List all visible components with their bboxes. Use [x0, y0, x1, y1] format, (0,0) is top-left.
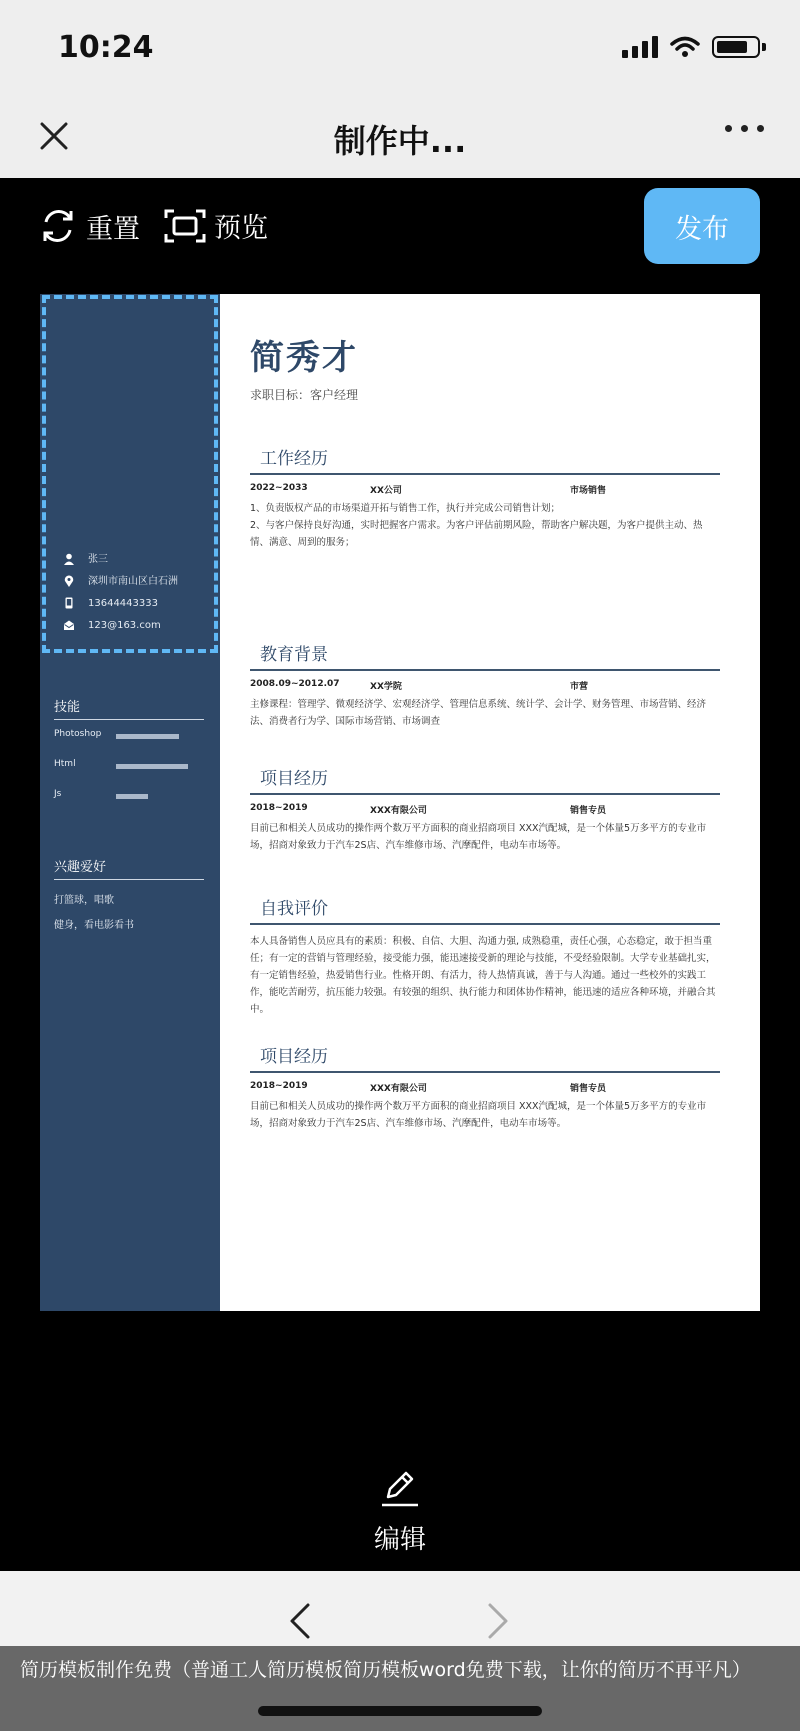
project-heading: 项目经历	[250, 764, 720, 795]
resume-main	[220, 294, 760, 1311]
contact-email	[64, 618, 214, 633]
self-eval-text: 本人具备销售人员应具有的素质：积极、自信、大胆、沟通力强, 成熟稳重，责任心强，心态稳定，敢于担当重任；有一定的营销与管理经验，接受能力强，能迅速接受新的理论与技能，不受经验限制。大学专业基础扎实，有一定销售经验，热爱销售行业。性格开朗、有活力，待人热情真诚，善于与人沟通。通过一些校外的实践工作，能吃苦耐劳，抗压能力较强。有较强的组织、执行能力和团体协作精神，能迅速的适应各种环境，并融合其中。	[250, 936, 716, 1015]
refresh-icon	[38, 206, 78, 246]
preview-label: 预览	[214, 213, 268, 244]
mail-icon	[64, 619, 74, 631]
contact-email-text: 123@163.com	[88, 620, 161, 631]
skill-item	[54, 729, 204, 743]
project-org: XXX有限公司	[370, 1084, 427, 1094]
self-eval-section[interactable]	[250, 894, 720, 1018]
reset-button[interactable]	[38, 206, 140, 246]
skill-level-bar	[116, 794, 148, 799]
contact-address	[64, 574, 214, 589]
work-org: XX公司	[370, 486, 402, 496]
contact-name-text: 张三	[88, 554, 108, 565]
top-bar	[0, 0, 800, 178]
education-row	[250, 679, 720, 692]
publish-button[interactable]: 发布	[644, 188, 760, 264]
skill-item	[54, 789, 204, 803]
pencil-icon	[378, 1465, 422, 1509]
resume-canvas	[40, 294, 760, 1311]
education-section[interactable]	[250, 640, 720, 730]
reset-label: 重置	[86, 213, 140, 245]
project-date: 2018~2019	[250, 1081, 308, 1091]
wifi-icon	[670, 36, 700, 58]
contact-address-text: 深圳市南山区白石洲	[88, 576, 178, 587]
education-org: XX学院	[370, 682, 402, 692]
home-indicator[interactable]	[258, 1706, 542, 1716]
resume-sidebar	[40, 294, 220, 1311]
skill-name: Js	[54, 789, 62, 799]
work-date: 2022~2033	[250, 483, 308, 493]
project-section[interactable]	[250, 1042, 720, 1132]
contact-phone-text: 13644443333	[88, 598, 158, 609]
phone-icon	[64, 597, 74, 609]
contact-list	[64, 552, 214, 640]
battery-icon	[712, 36, 760, 58]
work-line: 2、与客户保持良好沟通，实时把握客户需求。为客户评估前期风险，帮助客户解决题，为客户提供主动、热情、满意、周到的服务；	[250, 520, 703, 548]
project-heading: 项目经历	[250, 1042, 720, 1073]
education-role: 市营	[570, 682, 589, 692]
project-text: 目前已和相关人员成功的操作两个数万平方面积的商业招商项目 XXX汽配城，是一个体量5万多平方的专业市场，招商对象致力于汽车2S店、汽车维修市场、汽摩配件，电动车市场等。	[250, 1101, 707, 1129]
work-role: 市场销售	[570, 486, 607, 496]
project-role: 销售专员	[570, 806, 607, 816]
skill-level-bar	[116, 764, 188, 769]
contact-name	[64, 552, 214, 567]
work-line: 1、负责版权产品的市场渠道开拓与销售工作，执行并完成公司销售计划；	[250, 503, 561, 514]
project-section[interactable]	[250, 764, 720, 854]
battery-tip	[762, 43, 766, 51]
status-icons	[622, 36, 766, 58]
signal-icon	[622, 36, 658, 58]
work-row	[250, 483, 720, 496]
skills-heading: 技能	[54, 696, 204, 720]
preview-icon	[164, 208, 206, 244]
skill-name: Html	[54, 759, 76, 769]
edit-label: 编辑	[373, 1525, 426, 1555]
hobby-item: 打篮球，唱歌	[54, 895, 114, 906]
self-eval-heading: 自我评价	[250, 894, 720, 925]
hobby-item: 健身，看电影看书	[54, 920, 134, 931]
forward-icon[interactable]	[486, 1601, 510, 1641]
skill-name: Photoshop	[54, 729, 102, 739]
more-icon[interactable]	[725, 125, 764, 132]
project-text: 目前已和相关人员成功的操作两个数万平方面积的商业招商项目 XXX汽配城，是一个体量5万多平方的专业市场，招商对象致力于汽车2S店、汽车维修市场、汽摩配件，电动车市场等。	[250, 823, 707, 851]
project-org: XXX有限公司	[370, 806, 427, 816]
education-heading: 教育背景	[250, 640, 720, 671]
person-icon	[64, 553, 74, 565]
hobbies-heading: 兴趣爱好	[54, 856, 204, 880]
resume-name[interactable]: 简秀才	[250, 338, 358, 378]
page-title: 制作中...	[333, 122, 467, 160]
work-heading: 工作经历	[250, 444, 720, 475]
back-icon[interactable]	[288, 1601, 312, 1641]
work-section[interactable]	[250, 444, 720, 551]
skill-item	[54, 759, 204, 773]
edit-button[interactable]	[340, 1465, 460, 1556]
education-date: 2008.09~2012.07	[250, 679, 340, 689]
project-date: 2018~2019	[250, 803, 308, 813]
preview-button[interactable]	[164, 206, 268, 245]
project-role: 销售专员	[570, 1084, 607, 1094]
contact-phone	[64, 596, 214, 611]
education-text: 主修课程：管理学、微观经济学、宏观经济学、管理信息系统、统计学、会计学、财务管理、市场营销、经济法、消费者行为学、国际市场营销、市场调查	[250, 699, 707, 727]
project-row	[250, 1081, 720, 1094]
skill-level-bar	[116, 734, 179, 739]
status-time: 10:24	[58, 30, 154, 65]
editor-toolbar	[0, 178, 800, 278]
caption-overlay: 简历模板制作免费（普通工人简历模板简历模板word免费下载，让你的简历不再平凡）	[0, 1646, 800, 1731]
resume-objective[interactable]: 求职目标：客户经理	[250, 388, 359, 402]
project-row	[250, 803, 720, 816]
location-icon	[64, 575, 74, 587]
